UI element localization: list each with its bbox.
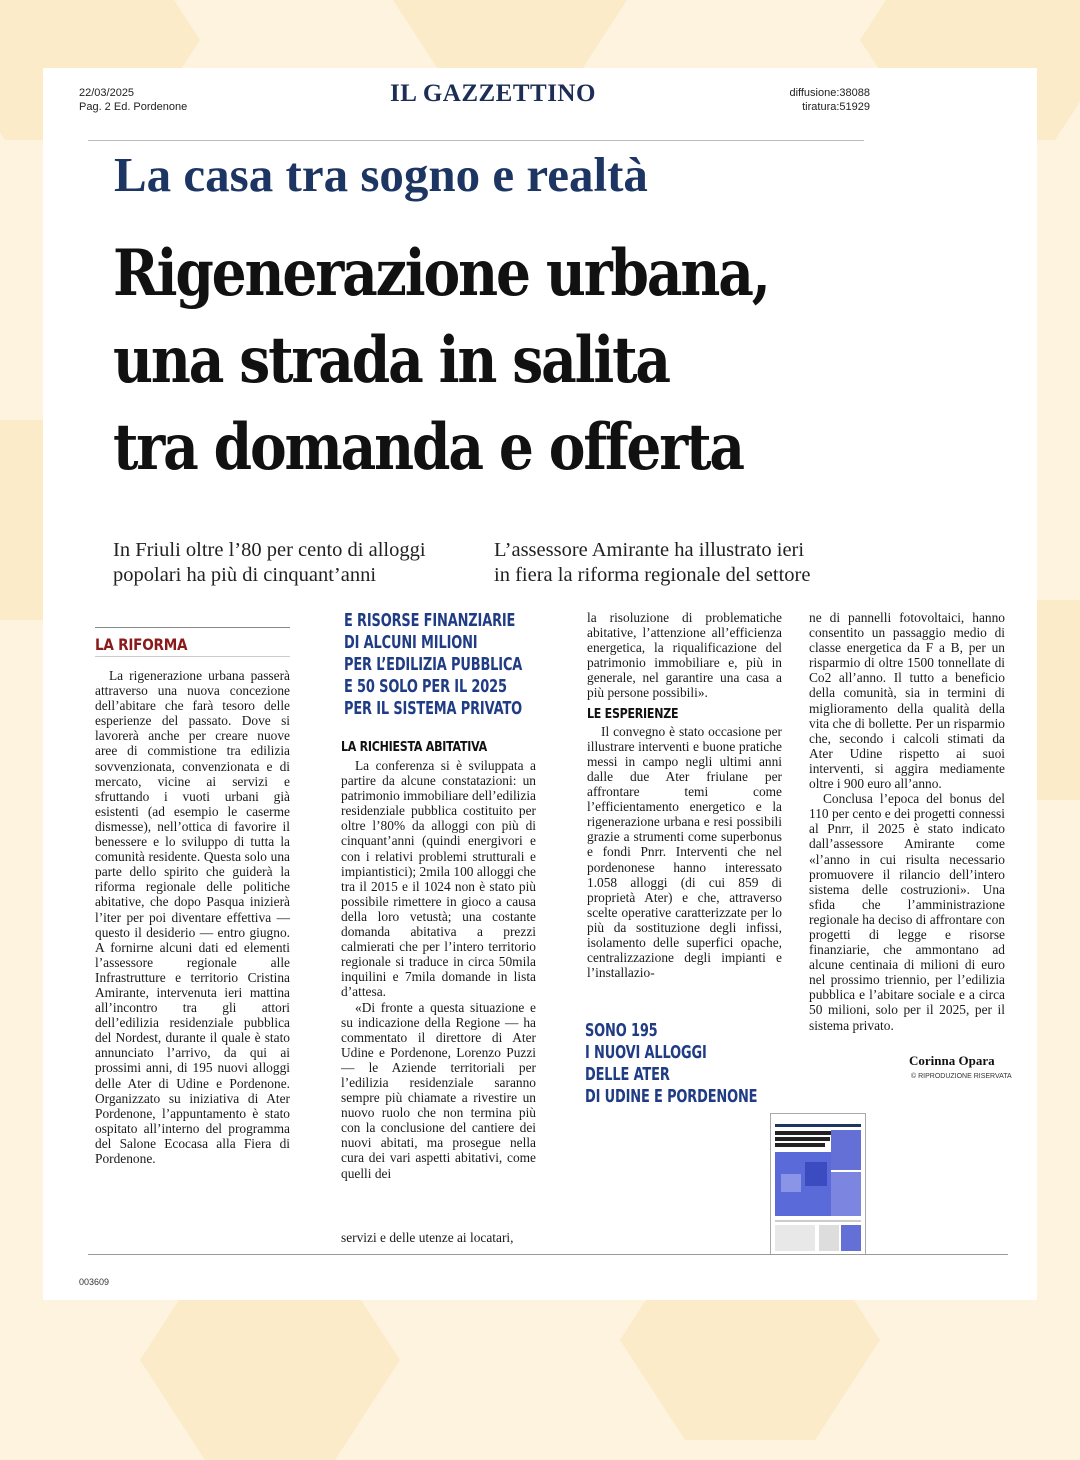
headline bbox=[113, 230, 801, 491]
paragraph: ne di pannelli fotovoltaici, hanno consentito un passaggio medio di classe energetica da F a B, per un risparmio di oltre 1500 tonnellate di Co2 all’anno. Il tutto a beneficio della comunità, sia in termini di miglioramento della qualità della vita che di bollette. Per un risparmio che, secondo i calcoli stimati da Ater Udine rispetto ai suoi interventi, si aggira mediamente oltre i 900 euro all’anno. bbox=[809, 610, 1005, 792]
article-column-3 bbox=[587, 610, 782, 980]
pullquote-alloggi: SONO 195 I NUOVI ALLOGGI DELLE ATER DI UDINE E PORDENONE bbox=[585, 1021, 758, 1107]
kicker: La casa tra sogno e realtà bbox=[114, 147, 648, 202]
page-code: 003609 bbox=[79, 1277, 110, 1287]
section-label-esperienze: LE ESPERIENZE bbox=[587, 706, 679, 722]
article-column-4 bbox=[809, 610, 1005, 1033]
paragraph: La conferenza si è sviluppata a partire da alcune constatazioni: un patrimonio immobiliare dell’edilizia residenziale pubblica costituito per oltre l’80% da alloggi con più di cinquant’anni (quindi energivori e con i relativi problemi strutturali e impiantistici); 2mila 100 alloggi che tra il 2015 e il 1024 non è stato più possibile rimettere in gioco a causa della loro vetustà; una costante domanda abitativa a prezzi calmierati che per l’intero territorio regionale si traduce in circa 50mila inquilini e 7mila domande in lista d’attesa. bbox=[341, 758, 536, 1000]
byline: Corinna Opara bbox=[909, 1053, 995, 1068]
masthead-logo: IL GAZZETTINO bbox=[390, 80, 596, 107]
tiratura: tiratura:51929 bbox=[802, 101, 870, 113]
header-right bbox=[789, 86, 870, 114]
article-column-2 bbox=[341, 758, 536, 1238]
top-rule bbox=[88, 140, 864, 141]
column-rule bbox=[95, 656, 290, 657]
page-date: 22/03/2025 bbox=[79, 87, 135, 99]
paragraph: Il convegno è stato occasione per illustrare interventi e buone pratiche messi in campo negli ultimi anni dalle due Ater friulane per affrontare temi come l’efficientamento energetico e la rigenerazione urbana e resi possibili grazie a strumenti come superbonus e fondi Pnrr. Interventi che nel pordenonese hanno interessato 1.058 alloggi (di cui 859 di proprietà Ater) e che, attraverso scelte operative caratterizzate per lo più da sostituzione degli infissi, isolamento delle superfici opache, centralizzazione degli impianti e l’installazio- bbox=[587, 723, 782, 981]
section-label-richiesta: LA RICHIESTA ABITATIVA bbox=[341, 740, 487, 755]
header-left bbox=[79, 86, 187, 114]
paragraph: Conclusa l’epoca del bonus del 110 per cento e dei progetti connessi al Pnrr, il 2025 è stato indicato dall’assessore Amirante come «l’anno in cui risulta necessario promuovere il rilancio dell’intero sistema delle costruzioni». Una sfida che l’amministrazione regionale ha deciso di affrontare con progetti di legge e risorse finanziarie, che ammontano ad alcune centinaia di milioni di euro nel prossimo triennio, per l’edilizia pubblica e l’abitare sociale e a circa 50 milioni, solo per il 2025, per il sistema privato. bbox=[809, 791, 1005, 1033]
headline-line: una strada in salita bbox=[113, 323, 669, 398]
diffusione: diffusione:38088 bbox=[789, 87, 870, 99]
page-edition: Pag. 2 Ed. Pordenone bbox=[79, 101, 188, 113]
paragraph: «Di fronte a questa situazione e su indicazione della Regione — ha commentato il direttore di Ater Udine e Pordenone, Lorenzo Puzzi — le Aziende territoriali per l’edilizia residenziale saranno sempre più chiamate a rivestire un nuovo ruolo che non termina più con la conclusione del cantiere dei nuovi abitati, ma prosegue nella cura dei vari aspetti abitativi, come quelli dei bbox=[341, 999, 536, 1181]
column-2-tail: servizi e delle utenze ai locatari, bbox=[341, 1230, 514, 1245]
paragraph: La rigenerazione urbana passerà attraverso una nuova concezione dell’abitare che farà tesoro delle esperienze del passato. Dove si lavorerà anche per creare nuove aree di commistione tra edilizia sovvenzionata, convenzionata e di mercato, vicine ai servizi e sfruttando i vuoti urbani già esistenti (ad esempio le caserme dismesse), nell’ottica di favorire il benessere e lo sviluppo di tutta la comunità residente. Questa solo una parte dello spirito che guiderà la riforma regionale delle politiche abitative, che dopo Pasqua inizierà l’iter per poi diventare effettiva — questo il desiderio — entro giugno. A fornirne alcuni dati ed elementi l’assessore regionale alle Infrastrutture e territorio Cristina Amirante, intervenuta ieri mattina all’incontro tra gli attori dell’edilizia residenziale pubblica del Nordest, durante il quale è stato annunciato l’arrivo, da qui ai prossimi anni, di 195 nuovi alloggi delle Ater di Udine e Pordenone. Organizzato su iniziativa di Ater Pordenone, l’appuntamento è stato ospitato all’interno del programma del Salone Ecocasa alla Fiera di Pordenone. bbox=[95, 668, 290, 1166]
subhead-right: L’assessore Amirante ha illustrato ieri in fiera la riforma regionale del settore bbox=[494, 539, 811, 586]
column-rule bbox=[95, 627, 290, 628]
copyright-notice: © RIPRODUZIONE RISERVATA bbox=[911, 1073, 1012, 1080]
subhead-left: In Friuli oltre l’80 per cento di alloggi popolari ha più di cinquant’anni bbox=[113, 539, 426, 586]
paragraph: la risoluzione di problematiche abitative, l’attenzione all’efficienza energetica, la riqualificazione del patrimonio immobiliare e, più in generale, nel garantire una casa a più persone possibili». bbox=[587, 610, 782, 701]
headline-line: tra domanda e offerta bbox=[113, 410, 743, 485]
section-label-riforma: LA RIFORMA bbox=[95, 635, 188, 654]
newspaper-page bbox=[43, 68, 1037, 1300]
bottom-rule bbox=[88, 1254, 1008, 1255]
page-thumbnail bbox=[770, 1113, 866, 1255]
article-column-1 bbox=[95, 668, 290, 1166]
headline-line: Rigenerazione urbana, bbox=[113, 236, 769, 311]
pullquote-risorse: E RISORSE FINANZIARIE DI ALCUNI MILIONI PER L’EDILIZIA PUBBLICA E 50 SOLO PER IL 2025 PER IL SISTEMA PRIVATO bbox=[344, 611, 523, 719]
